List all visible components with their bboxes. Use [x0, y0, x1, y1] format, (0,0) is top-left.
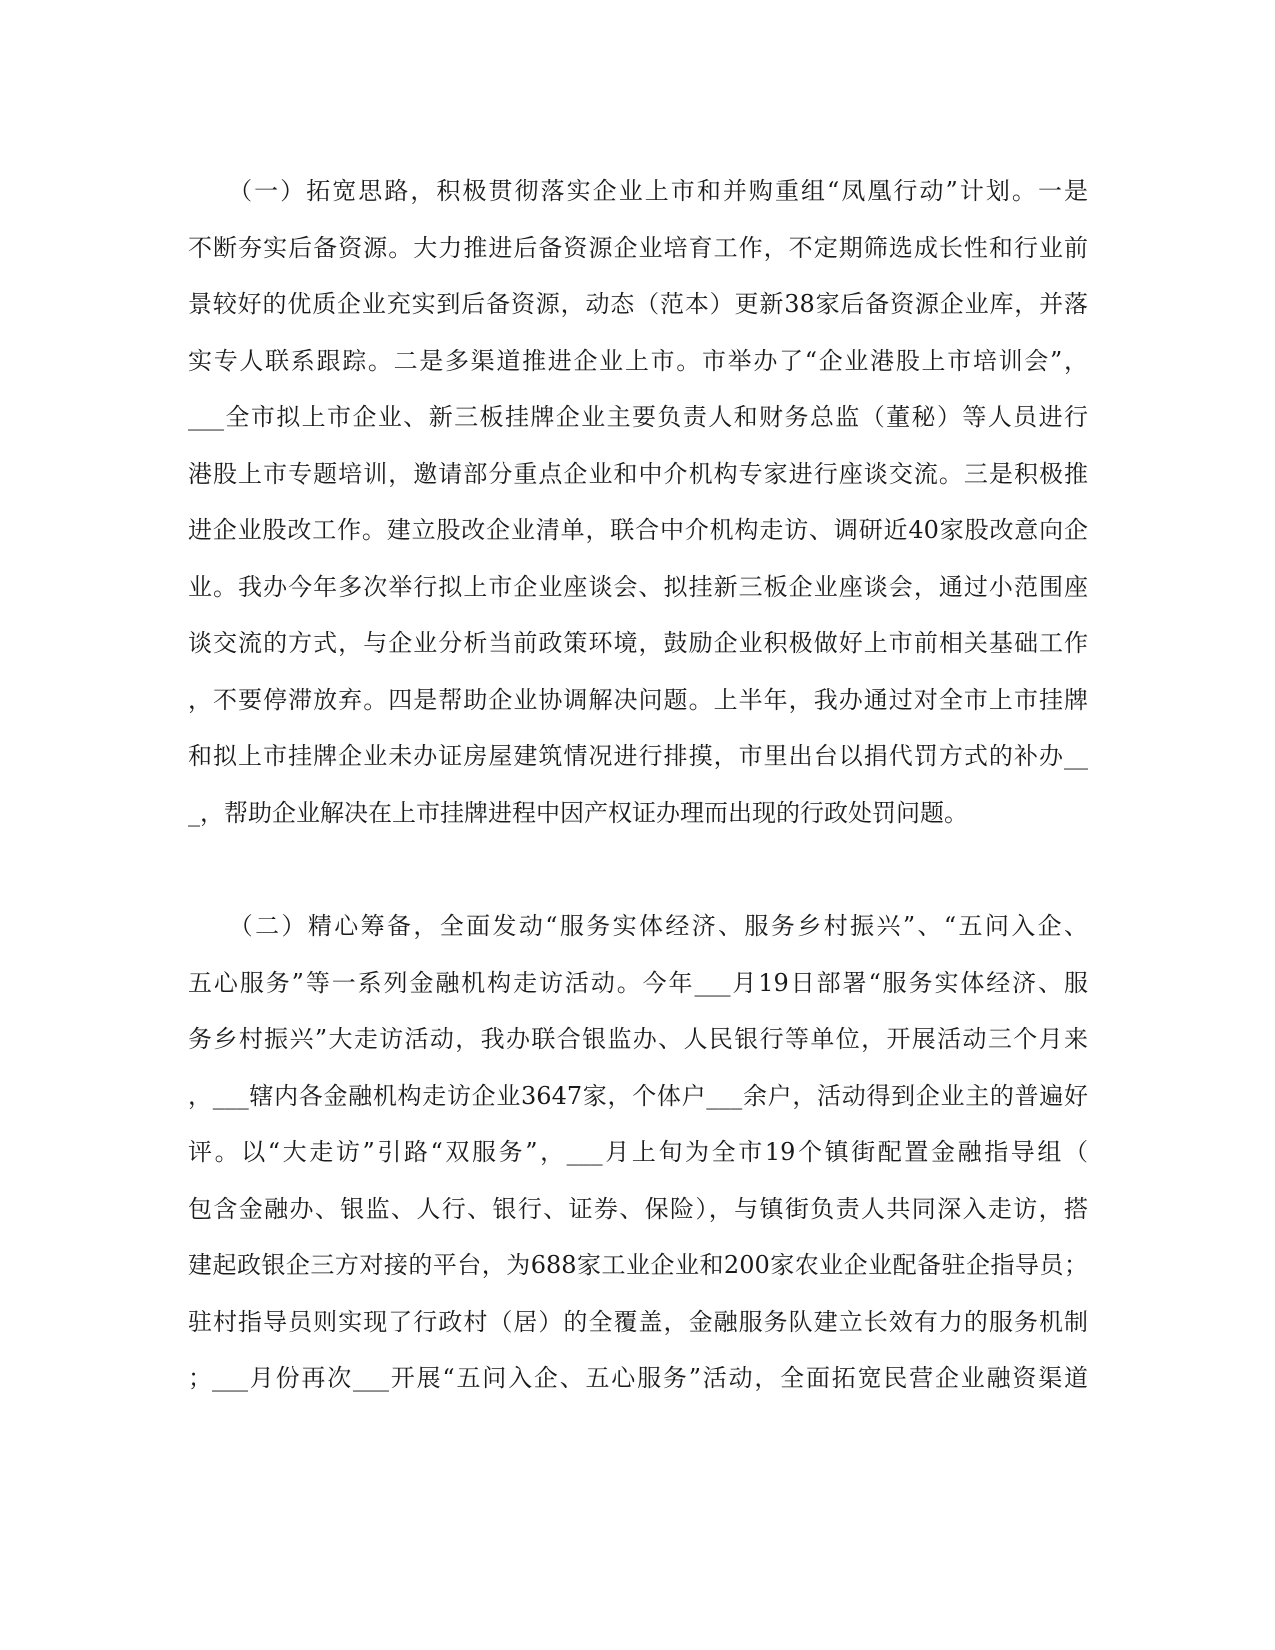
paragraph-line: 景较好的优质企业充实到后备资源，动态（范本）更新38家后备资源企业库，并落 [188, 290, 1088, 318]
paragraph-line: ；___月份再次___开展“五问入企、五心服务”活动，全面拓宽民营企业融资渠道 [188, 1364, 1088, 1392]
paragraph-line: 五心服务”等一系列金融机构走访活动。今年___月19日部署“服务实体经济、服 [188, 968, 1088, 997]
paragraph-line: 实专人联系跟踪。二是多渠道推进企业上市。市举办了“企业港股上市培训会”， [188, 346, 1088, 375]
paragraph-1 [188, 163, 1088, 841]
paragraph-line: 进企业股改工作。建立股改企业清单，联合中介机构走访、调研近40家股改意向企 [188, 516, 1088, 544]
paragraph-line: 评。以“大走访”引路“双服务”，___月上旬为全市19个镇街配置金融指导组（ [188, 1138, 1088, 1166]
paragraph-line: 港股上市专题培训，邀请部分重点企业和中介机构专家进行座谈交流。三是积极推 [188, 459, 1088, 488]
paragraph-2 [188, 898, 1088, 1407]
paragraph-line: （二）精心筹备，全面发动“服务实体经济、服务乡村振兴”、“五问入企、 [188, 912, 1088, 940]
paragraph-line: _，帮助企业解决在上市挂牌进程中因产权证办理而出现的行政处罚问题。 [188, 798, 968, 827]
paragraph-line: （一）拓宽思路，积极贯彻落实企业上市和并购重组“凤凰行动”计划。一是 [188, 177, 1088, 205]
paragraph-line: ，___辖内各金融机构走访企业3647家，个体户___余户，活动得到企业主的普遍好 [188, 1081, 1088, 1110]
paragraph-line: 驻村指导员则实现了行政村（居）的全覆盖，金融服务队建立长效有力的服务机制 [188, 1307, 1088, 1336]
paragraph-line: 包含金融办、银监、人行、银行、证券、保险），与镇街负责人共同深入走访，搭 [188, 1194, 1088, 1223]
paragraph-line: ，不要停滞放弃。四是帮助企业协调解决问题。上半年，我办通过对全市上市挂牌 [188, 685, 1088, 714]
paragraph-line: 务乡村振兴”大走访活动，我办联合银监办、人民银行等单位，开展活动三个月来 [188, 1025, 1088, 1053]
paragraph-line: 不断夯实后备资源。大力推进后备资源企业培育工作，不定期筛选成长性和行业前 [188, 233, 1088, 262]
paragraph-line: 谈交流的方式，与企业分析当前政策环境，鼓励企业积极做好上市前相关基础工作 [188, 629, 1088, 657]
paragraph-line: 业。我办今年多次举行拟上市企业座谈会、拟挂新三板企业座谈会，通过小范围座 [188, 572, 1088, 601]
paragraph-line: 建起政银企三方对接的平台，为688家工业企业和200家农业企业配备驻企指导员； [188, 1251, 1088, 1279]
paragraph-line: ___全市拟上市企业、新三板挂牌企业主要负责人和财务总监（董秘）等人员进行 [188, 403, 1088, 431]
paragraph-line: 和拟上市挂牌企业未办证房屋建筑情况进行排摸，市里出台以捐代罚方式的补办__ [188, 742, 1088, 770]
